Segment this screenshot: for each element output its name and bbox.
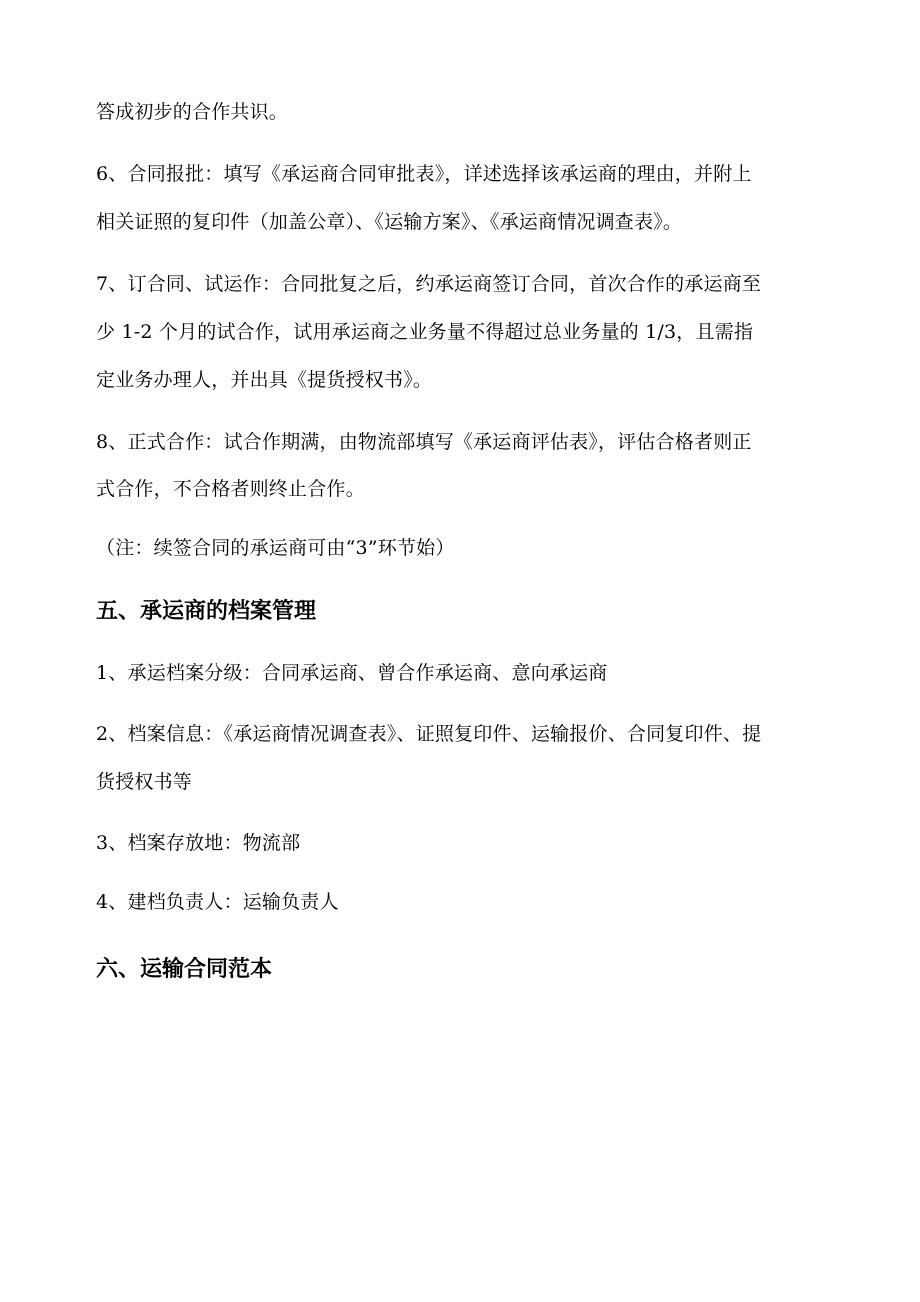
item-7-line-1: 7、订合同、试运作：合同批复之后，约承运商签订合同，首次合作的承运商至: [96, 273, 762, 295]
item-7-line-2: 少 1-2 个月的试合作，试用承运商之业务量不得超过总业务量的 1/3，且需指: [96, 321, 754, 343]
section-5-item-1: 1、承运档案分级：合同承运商、曾合作承运商、意向承运商: [96, 662, 608, 684]
section-5-item-3: 3、档案存放地：物流部: [96, 832, 301, 854]
item-7-line-3: 定业务办理人，并出具《提货授权书》。: [96, 369, 433, 391]
text-line-continuation: 答成初步的合作共识。: [96, 101, 289, 123]
section-5-heading: 五、承运商的档案管理: [96, 599, 317, 624]
note-line: （注：续签合同的承运商可由“3”环节始）: [96, 537, 455, 559]
section-5-item-2-line-2: 货授权书等: [96, 771, 193, 793]
item-6-line-2: 相关证照的复印件（加盖公章）、《运输方案》、《承运商情况调查表》。: [96, 211, 683, 233]
section-6-heading: 六、运输合同范本: [96, 957, 273, 982]
item-8-line-2: 式合作，不合格者则终止合作。: [96, 478, 365, 500]
section-5-item-2-line-1: 2、档案信息：《承运商情况调查表》、证照复印件、运输报价、合同复印件、提: [96, 723, 762, 745]
item-8-line-1: 8、正式合作：试合作期满，由物流部填写《承运商评估表》，评估合格者则正: [96, 431, 752, 453]
section-5-item-4: 4、建档负责人：运输负责人: [96, 891, 339, 913]
item-6-line-1: 6、合同报批：填写《承运商合同审批表》，详述选择该承运商的理由，并附上: [96, 163, 752, 185]
